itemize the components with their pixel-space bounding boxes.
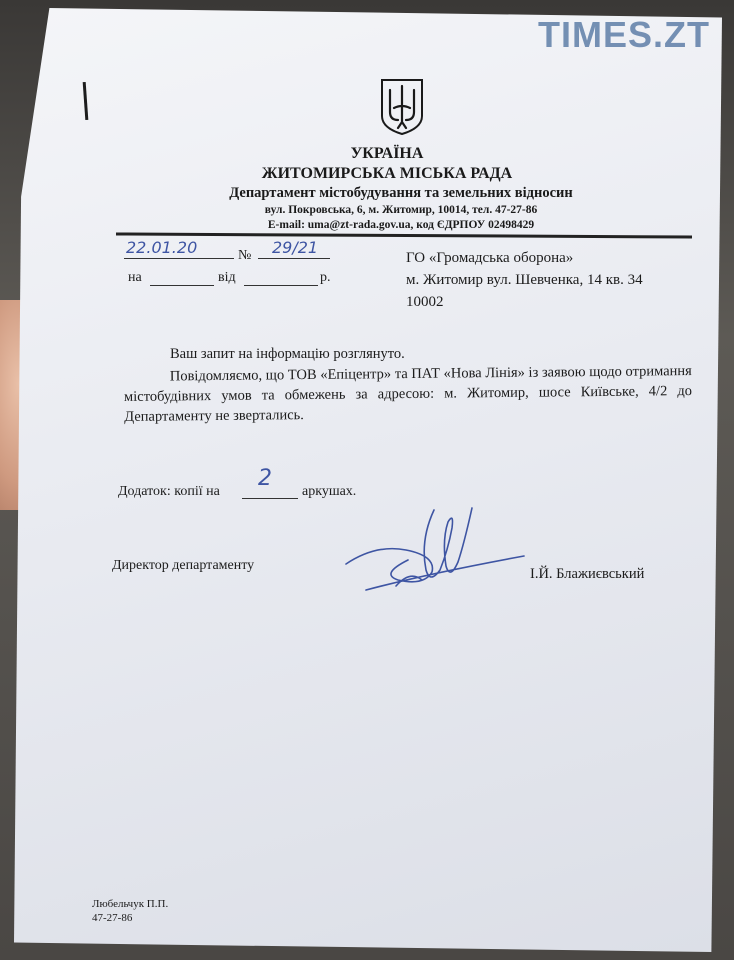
na-label: на — [128, 270, 142, 285]
year-label: р. — [320, 270, 331, 285]
date-underline — [124, 258, 234, 259]
na-underline — [150, 285, 214, 286]
handwritten-signature — [336, 500, 536, 610]
signatory-name: І.Й. Блажиєвський — [530, 566, 645, 582]
trident-emblem-icon — [380, 78, 424, 136]
vid-label: від — [218, 270, 236, 285]
body-paragraph-1: Ваш запит на інформацію розглянуто. — [170, 346, 405, 362]
attachment-suffix: аркушах. — [302, 484, 357, 499]
recipient-postcode: 10002 — [406, 294, 444, 310]
attachment-prefix: Додаток: копії на — [118, 484, 220, 499]
handwritten-number: 29/21 — [272, 238, 319, 257]
department-heading: Департамент містобудування та земельних відносин — [229, 185, 573, 201]
country-heading: УКРАЇНА — [350, 145, 424, 162]
handwritten-date: 22.01.20 — [126, 238, 198, 257]
recipient-address: м. Житомир вул. Шевченка, 14 кв. 34 — [406, 272, 643, 288]
attachment-underline — [242, 498, 298, 499]
council-heading: ЖИТОМИРСЬКА МІСЬКА РАДА — [261, 165, 513, 182]
body-paragraph-2: Повідомляємо, що ТОВ «Епіцентр» та ПАТ «Нова Лінія» із заявою щодо отримання містобудівних умов та обмежень за адресою: м. Житомир, шосе Київське, 4/2 до Департаменту не звертались. — [123, 363, 693, 425]
site-watermark: TIMES.ZT — [538, 14, 710, 55]
handwritten-sheet-count: 2 — [258, 466, 272, 491]
signatory-title: Директор департаменту — [112, 558, 255, 573]
vid-underline — [244, 285, 318, 286]
department-email: E-mail: uma@zt-rada.gov.ua, код ЄДРПОУ 02498429 — [267, 219, 535, 231]
department-address: вул. Покровська, 6, м. Житомир, 10014, тел. 47-27-86 — [264, 204, 538, 216]
number-sign: № — [238, 248, 252, 263]
number-underline — [258, 258, 330, 259]
executor-name: Любельчук П.П. — [92, 898, 169, 910]
recipient-org: ГО «Громадська оборона» — [406, 250, 574, 266]
executor-phone: 47-27-86 — [92, 912, 133, 924]
